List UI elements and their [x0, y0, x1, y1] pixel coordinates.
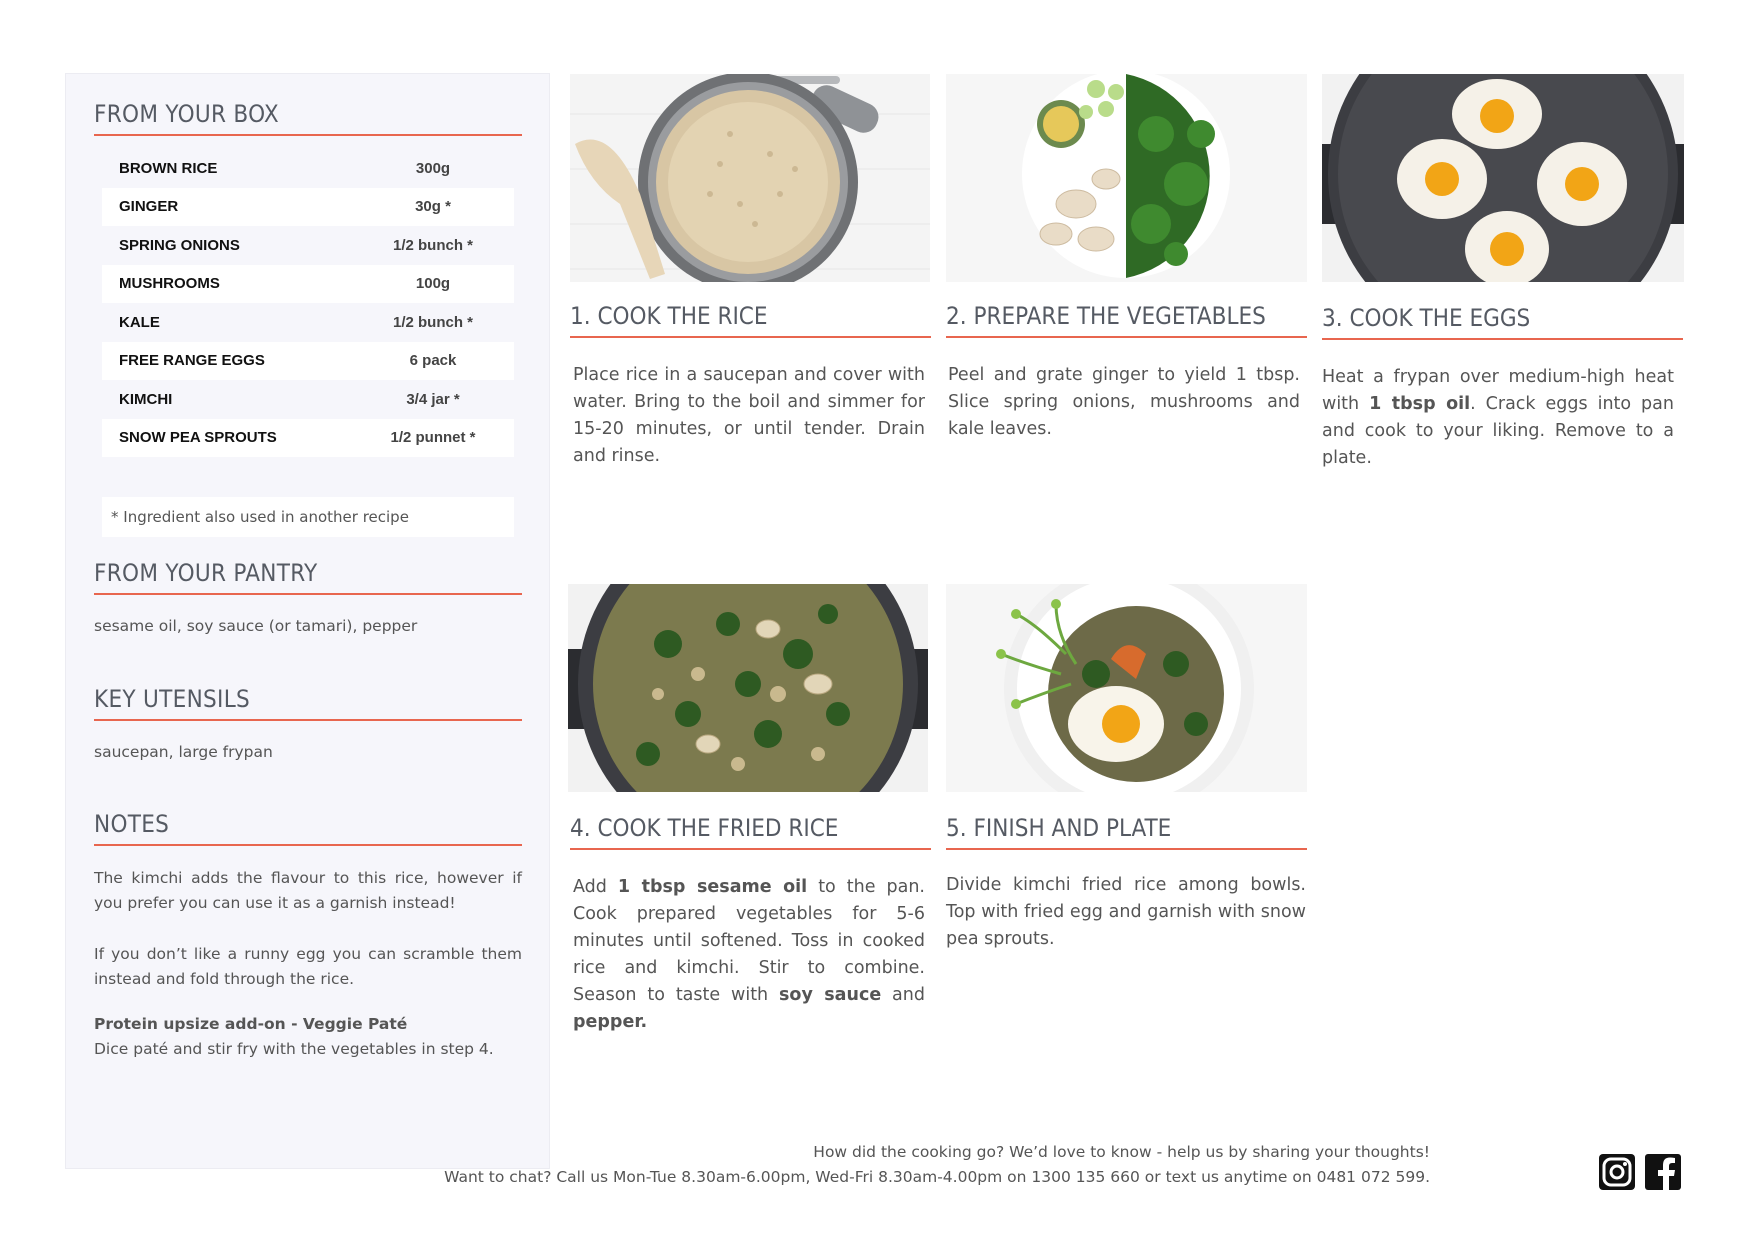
prepare-vegetables-photo — [946, 74, 1307, 282]
step-1-title: 1. COOK THE RICE — [570, 302, 931, 338]
ingredient-quantity: 300g — [415, 159, 451, 177]
ingredient-name: KIMCHI — [119, 390, 173, 408]
ingredient-quantity: 100g — [415, 275, 451, 293]
step-3-text-part: . Crack eggs into pan and cook to your liking. Remove to a plate. — [1322, 394, 1674, 468]
cook-rice-photo — [570, 74, 930, 282]
from-your-pantry-heading: FROM YOUR PANTRY — [94, 559, 522, 595]
step-1-text: Place rice in a saucepan and cover with water. Bring to the boil and simmer for 15-20 minutes, or until tender. Drain and rinse. — [573, 365, 925, 466]
utensils-text: saucepan, large frypan — [94, 743, 273, 761]
ingredient-row — [102, 380, 514, 419]
step-2-text: Peel and grate ginger to yield 1 tbsp. Slice spring onions, mushrooms and kale leaves. — [948, 365, 1300, 439]
notes-paragraph-2: If you don’t like a runny egg you can scramble them instead and fold through the rice. — [94, 945, 522, 988]
step-4-text-part: to the pan. Cook prepared vegetables for 5-6 minutes until softened. Toss in cooked rice and kimchi. Stir to combine. Season to taste with — [573, 877, 925, 1005]
ingredients-table — [102, 149, 514, 457]
ingredient-row — [102, 342, 514, 381]
ingredient-quantity: 1/2 bunch * — [392, 313, 474, 331]
notes-paragraph-1: The kimchi adds the flavour to this rice, however if you prefer you can use it as a garnish instead! — [94, 869, 522, 912]
step-4-title: 4. COOK THE FRIED RICE — [570, 814, 931, 850]
step-3-text — [1322, 364, 1674, 472]
step-4-sesame-oil-bold: 1 tbsp sesame oil — [617, 877, 808, 897]
step-4-text-part: and — [881, 985, 925, 1005]
ingredient-name: BROWN RICE — [119, 159, 218, 177]
ingredient-quantity: 6 pack — [409, 352, 457, 370]
ingredient-name: GINGER — [119, 198, 179, 216]
facebook-icon[interactable] — [1645, 1154, 1681, 1190]
step-4-soy-sauce-bold: soy sauce — [779, 985, 882, 1005]
ingredient-quantity: 30g * — [415, 198, 451, 216]
notes-heading: NOTES — [94, 810, 522, 846]
step-3-title: 3. COOK THE EGGS — [1322, 304, 1683, 340]
ingredient-row — [102, 265, 514, 304]
addon-title: Protein upsize add-on - Veggie Paté — [94, 1015, 408, 1033]
cook-eggs-photo — [1322, 74, 1684, 282]
ingredient-row — [102, 188, 514, 227]
step-3-text-part: Heat a frypan over medium-high heat with — [1322, 367, 1674, 414]
ingredient-quantity: 1/2 punnet * — [390, 429, 476, 447]
ingredient-row — [102, 226, 514, 265]
step-3-oil-bold: 1 tbsp oil — [1369, 394, 1471, 414]
ingredient-quantity: 3/4 jar * — [406, 390, 460, 408]
ingredient-row — [102, 419, 514, 458]
ingredients-sidebar — [65, 73, 550, 1169]
step-5-title: 5. FINISH AND PLATE — [946, 814, 1307, 850]
step-4-text-part: Add — [573, 877, 618, 897]
instagram-icon[interactable] — [1599, 1154, 1635, 1190]
ingredient-row — [102, 303, 514, 342]
cook-fried-rice-photo — [568, 584, 928, 792]
pantry-text: sesame oil, soy sauce (or tamari), pepper — [94, 617, 418, 635]
step-2-title: 2. PREPARE THE VEGETABLES — [946, 302, 1307, 338]
step-4-text — [573, 874, 925, 1036]
ingredient-name: MUSHROOMS — [119, 275, 220, 293]
ingredient-row — [102, 149, 514, 188]
ingredient-quantity: 1/2 bunch * — [392, 236, 474, 254]
feedback-text: How did the cooking go? We’d love to know - help us by sharing your thoughts! — [813, 1143, 1430, 1161]
ingredient-name: SPRING ONIONS — [119, 236, 240, 254]
ingredient-name: KALE — [119, 313, 160, 331]
ingredient-name: FREE RANGE EGGS — [119, 352, 265, 370]
step-5-text: Divide kimchi fried rice among bowls. Top with fried egg and garnish with snow pea sprouts. — [946, 875, 1306, 949]
key-utensils-heading: KEY UTENSILS — [94, 685, 522, 721]
addon-text: Dice paté and stir fry with the vegetables in step 4. — [94, 1040, 494, 1058]
ingredient-footnote: * Ingredient also used in another recipe — [102, 497, 514, 537]
step-4-pepper-bold: pepper. — [573, 1012, 648, 1032]
from-your-box-heading: FROM YOUR BOX — [94, 100, 522, 136]
finish-and-plate-photo — [946, 584, 1307, 792]
contact-text: Want to chat? Call us Mon-Tue 8.30am-6.00pm, Wed-Fri 8.30am-4.00pm on 1300 135 660 or text us anytime on 0481 072 599. — [444, 1168, 1430, 1186]
ingredient-name: SNOW PEA SPROUTS — [119, 429, 277, 447]
